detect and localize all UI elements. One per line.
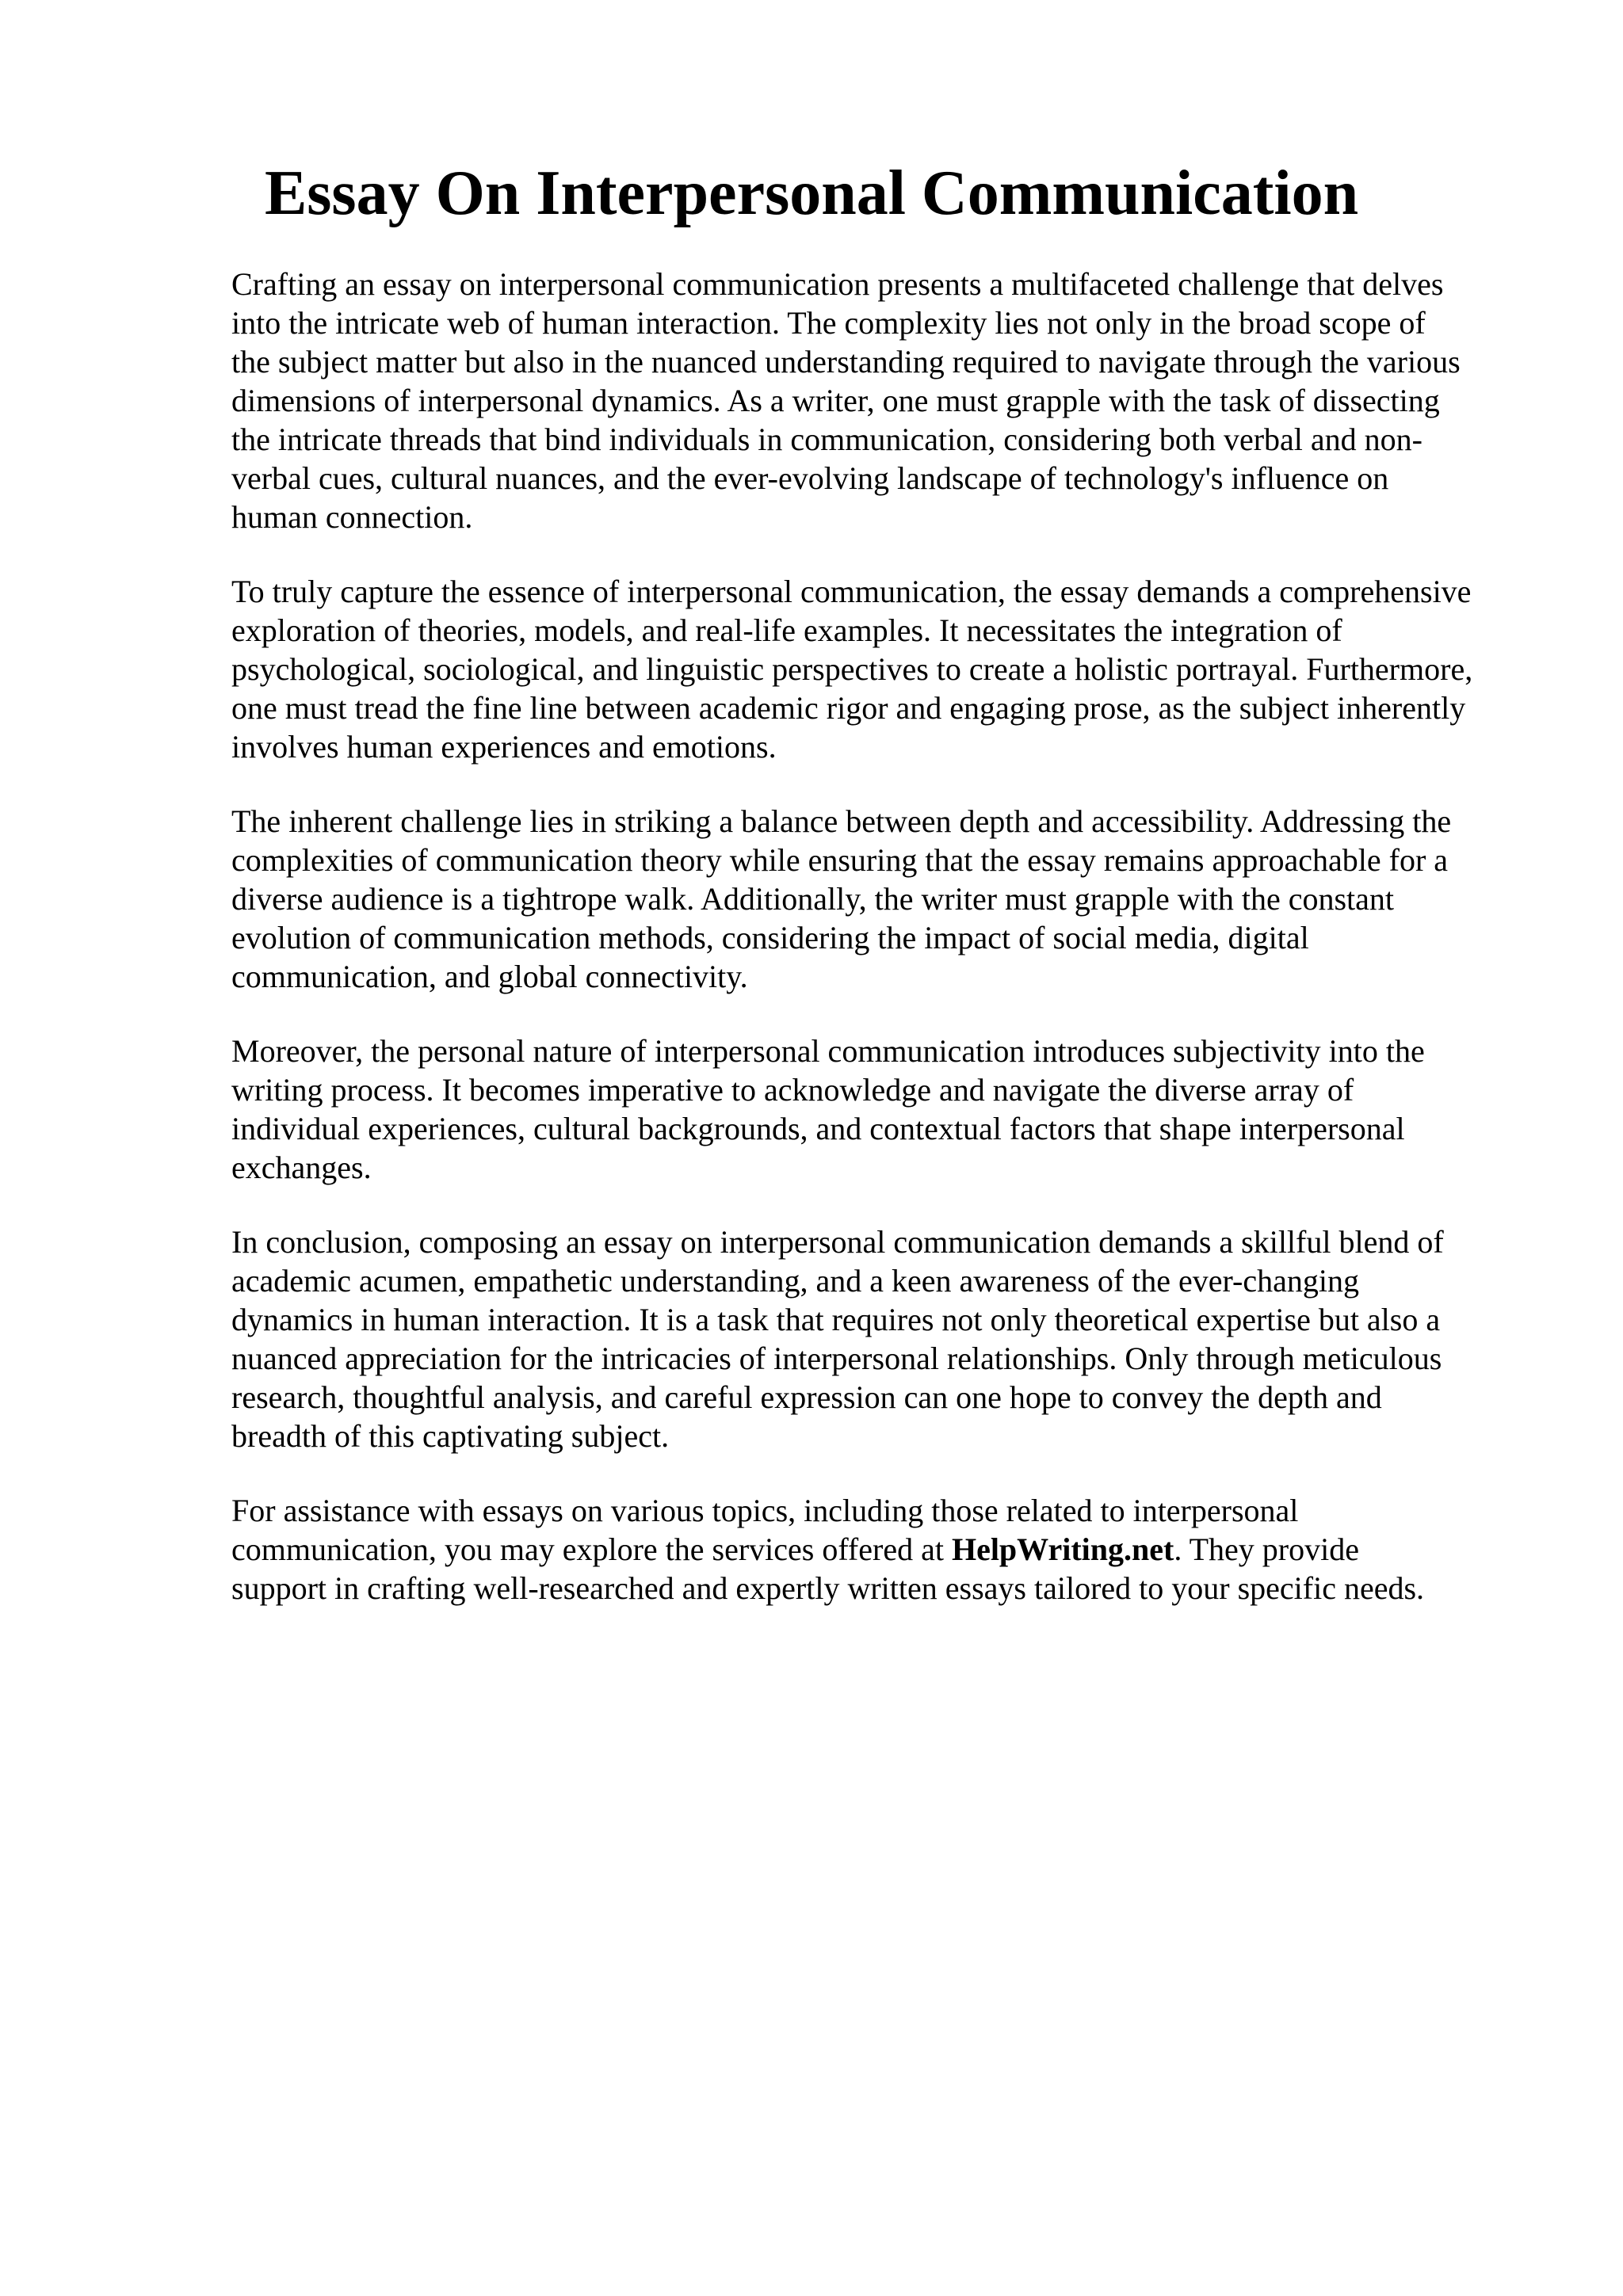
text-line: individual experiences, cultural backgrounds, and contextual factors that shape interpersonal	[231, 1111, 1405, 1146]
text-line	[231, 1530, 1531, 1569]
text-line: academic acumen, empathetic understanding, and a keen awareness of the ever-changing	[231, 1263, 1359, 1299]
text-line: For assistance with essays on various topics, including those related to interpersonal	[231, 1493, 1299, 1528]
text-line: the subject matter but also in the nuanced understanding required to navigate through the various	[231, 344, 1461, 379]
paragraph-2	[231, 572, 1531, 766]
text-line: support in crafting well-researched and expertly written essays tailored to your specific needs.	[231, 1570, 1425, 1606]
text-segment: communication, you may explore the services offered at	[231, 1531, 952, 1567]
page-title: Essay On Interpersonal Communication	[264, 158, 1359, 228]
text-line: into the intricate web of human interaction. The complexity lies not only in the broad scope of	[231, 305, 1426, 341]
text-line: To truly capture the essence of interpersonal communication, the essay demands a comprehensive	[231, 574, 1472, 609]
text-line: involves human experiences and emotions.	[231, 729, 777, 765]
text-segment: . They provide	[1174, 1531, 1359, 1567]
paragraph-1	[231, 265, 1531, 536]
text-line: one must tread the fine line between academic rigor and engaging prose, as the subject inherently	[231, 690, 1466, 726]
text-line: writing process. It becomes imperative to acknowledge and navigate the diverse array of	[231, 1072, 1354, 1108]
text-line: research, thoughtful analysis, and careful expression can one hope to convey the depth and	[231, 1379, 1382, 1415]
text-line: evolution of communication methods, considering the impact of social media, digital	[231, 920, 1309, 955]
text-line: Moreover, the personal nature of interpersonal communication introduces subjectivity into the	[231, 1033, 1425, 1069]
text-line: The inherent challenge lies in striking a balance between depth and accessibility. Addressing the	[231, 803, 1452, 839]
text-line: verbal cues, cultural nuances, and the ever-evolving landscape of technology's influence on	[231, 460, 1389, 496]
text-line: exchanges.	[231, 1150, 372, 1185]
text-line: Crafting an essay on interpersonal communication presents a multifaceted challenge that delves	[231, 266, 1444, 302]
text-line: In conclusion, composing an essay on interpersonal communication demands a skillful blend of	[231, 1224, 1444, 1260]
text-line: diverse audience is a tightrope walk. Additionally, the writer must grapple with the constant	[231, 881, 1395, 917]
essay-body	[231, 265, 1531, 1643]
text-line: breadth of this captivating subject.	[231, 1418, 670, 1454]
text-line: dimensions of interpersonal dynamics. As a writer, one must grapple with the task of dissecting	[231, 383, 1440, 418]
paragraph-3	[231, 802, 1531, 996]
text-line: nuanced appreciation for the intricacies of interpersonal relationships. Only through meticulous	[231, 1341, 1442, 1376]
text-line: communication, and global connectivity.	[231, 959, 748, 994]
closing-paragraph	[231, 1491, 1531, 1608]
text-line: dynamics in human interaction. It is a task that requires not only theoretical expertise but also a	[231, 1302, 1441, 1337]
paragraph-5	[231, 1222, 1531, 1455]
text-line: complexities of communication theory while ensuring that the essay remains approachable for a	[231, 842, 1449, 878]
text-line: exploration of theories, models, and real-life examples. It necessitates the integration of	[231, 612, 1342, 648]
helpwriting-link[interactable]: HelpWriting.net	[951, 1531, 1174, 1567]
text-line: the intricate threads that bind individuals in communication, considering both verbal and non-	[231, 421, 1423, 457]
paragraph-4	[231, 1032, 1531, 1187]
text-line: human connection.	[231, 499, 473, 535]
text-line: psychological, sociological, and linguistic perspectives to create a holistic portrayal. Furthermore,	[231, 651, 1473, 687]
